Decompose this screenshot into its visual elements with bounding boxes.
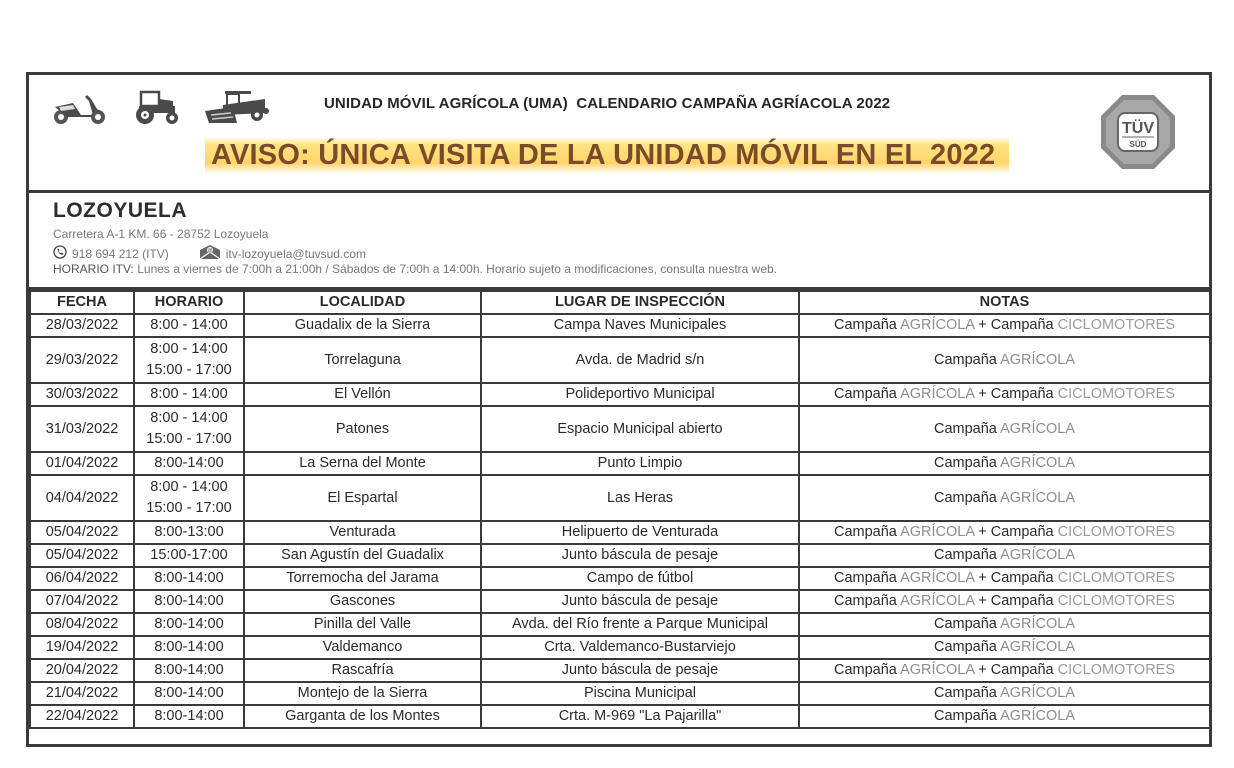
horario-line: 8:00 - 14:00 <box>150 410 228 426</box>
station-name: LOZOYUELA <box>53 199 187 222</box>
cell-localidad: Patones <box>244 406 481 452</box>
table-row <box>30 383 1210 406</box>
column-header-notas: NOTAS <box>799 291 1210 314</box>
cell-localidad: Rascafría <box>244 659 481 682</box>
notes-ciclomotores: CICLOMOTORES <box>1057 593 1176 609</box>
cell-localidad: El Vellón <box>244 383 481 406</box>
tractor-icon <box>131 89 181 125</box>
cell-fecha: 28/03/2022 <box>30 314 134 337</box>
cell-horario <box>134 383 244 406</box>
station-address: Carretera A-1 KM. 66 - 28752 Lozoyuela <box>53 227 269 241</box>
cell-horario <box>134 521 244 544</box>
notes-ciclomotores: CICLOMOTORES <box>1057 317 1176 333</box>
moped-icon <box>51 93 109 125</box>
notes-campana: Campaña <box>933 547 1001 563</box>
cell-localidad: Guadalix de la Sierra <box>244 314 481 337</box>
cell-horario <box>134 452 244 475</box>
notes-campana: Campaña <box>833 524 901 540</box>
table-row <box>30 590 1210 613</box>
horario-line: 15:00 - 17:00 <box>146 500 232 516</box>
document-frame <box>26 72 1212 747</box>
cell-localidad: Venturada <box>244 521 481 544</box>
cell-localidad: Valdemanco <box>244 636 481 659</box>
harvester-icon <box>203 89 269 125</box>
cell-lugar: Las Heras <box>481 475 799 521</box>
notes-campana: Campaña <box>833 317 901 333</box>
cell-fecha: 20/04/2022 <box>30 659 134 682</box>
notes-agricola: AGRÍCOLA <box>1000 685 1076 701</box>
horario-line: 8:00-14:00 <box>154 685 224 701</box>
cell-notas <box>799 613 1210 636</box>
cell-notas <box>799 659 1210 682</box>
cell-lugar: Junto báscula de pesaje <box>481 590 799 613</box>
vehicle-icons <box>51 89 269 125</box>
cell-lugar: Campo de fútbol <box>481 567 799 590</box>
table-row <box>30 452 1210 475</box>
notes-campana: Campaña <box>933 455 1001 471</box>
cell-notas <box>799 567 1210 590</box>
notes-campana: Campaña <box>933 616 1001 632</box>
notes-campana: Campaña <box>933 708 1001 724</box>
station-phone[interactable]: 918 694 212 (ITV) <box>72 246 169 261</box>
cell-lugar: Espacio Municipal abierto <box>481 406 799 452</box>
table-row <box>30 567 1210 590</box>
table-row <box>30 705 1210 728</box>
horario-line: 8:00-14:00 <box>154 639 224 655</box>
notes-plus: + Campaña <box>974 317 1058 333</box>
station-email[interactable]: itv-lozoyuela@tuvsud.com <box>225 246 366 261</box>
cell-horario <box>134 337 244 383</box>
notes-plus: + Campaña <box>974 570 1058 586</box>
notes-agricola: AGRÍCOLA <box>1000 455 1076 471</box>
notes-agricola: AGRÍCOLA <box>1000 639 1076 655</box>
cell-fecha: 21/04/2022 <box>30 682 134 705</box>
schedule-table <box>29 290 1211 729</box>
table-row <box>30 636 1210 659</box>
email-icon <box>199 244 221 263</box>
notes-agricola: AGRÍCOLA <box>900 524 975 540</box>
notes-ciclomotores: CICLOMOTORES <box>1057 386 1176 402</box>
notes-plus: + Campaña <box>974 386 1058 402</box>
cell-localidad: El Espartal <box>244 475 481 521</box>
svg-text:@: @ <box>207 248 213 254</box>
cell-notas <box>799 337 1210 383</box>
cell-horario <box>134 659 244 682</box>
document-header <box>29 75 1209 193</box>
horario-line: 8:00 - 14:00 <box>150 317 228 333</box>
table-row <box>30 475 1210 521</box>
notes-plus: + Campaña <box>974 593 1058 609</box>
column-header-fecha: FECHA <box>30 291 134 314</box>
notes-campana: Campaña <box>833 662 901 678</box>
horario-line: 8:00-14:00 <box>154 455 224 471</box>
cell-notas <box>799 521 1210 544</box>
cell-horario <box>134 705 244 728</box>
cell-fecha: 30/03/2022 <box>30 383 134 406</box>
notes-agricola: AGRÍCOLA <box>1000 351 1076 368</box>
notes-agricola: AGRÍCOLA <box>900 662 975 678</box>
cell-fecha: 06/04/2022 <box>30 567 134 590</box>
svg-text:SÜD: SÜD <box>1129 140 1147 149</box>
table-row <box>30 406 1210 452</box>
notes-plus: + Campaña <box>974 524 1058 540</box>
notes-ciclomotores: CICLOMOTORES <box>1057 570 1176 586</box>
cell-horario <box>134 613 244 636</box>
table-row <box>30 659 1210 682</box>
notes-campana: Campaña <box>933 489 1001 506</box>
cell-fecha: 31/03/2022 <box>30 406 134 452</box>
notes-ciclomotores: CICLOMOTORES <box>1057 662 1176 678</box>
cell-lugar: Helipuerto de Venturada <box>481 521 799 544</box>
cell-notas <box>799 314 1210 337</box>
cell-localidad: Torremocha del Jarama <box>244 567 481 590</box>
cell-fecha: 22/04/2022 <box>30 705 134 728</box>
station-info <box>29 193 1209 290</box>
cell-localidad: La Serna del Monte <box>244 452 481 475</box>
table-row <box>30 314 1210 337</box>
cell-lugar: Junto báscula de pesaje <box>481 659 799 682</box>
cell-lugar: Avda. del Río frente a Parque Municipal <box>481 613 799 636</box>
horario-line: 8:00-14:00 <box>154 662 224 678</box>
station-contact <box>53 244 366 263</box>
column-header-horario: HORARIO <box>134 291 244 314</box>
cell-horario <box>134 544 244 567</box>
notes-agricola: AGRÍCOLA <box>900 317 975 333</box>
cell-localidad: Montejo de la Sierra <box>244 682 481 705</box>
horario-line: 15:00 - 17:00 <box>146 431 232 447</box>
cell-fecha: 29/03/2022 <box>30 337 134 383</box>
cell-horario <box>134 590 244 613</box>
notes-campana: Campaña <box>933 420 1001 437</box>
notes-plus: + Campaña <box>974 662 1058 678</box>
cell-fecha: 07/04/2022 <box>30 590 134 613</box>
cell-horario <box>134 567 244 590</box>
notes-campana: Campaña <box>933 639 1001 655</box>
table-row <box>30 337 1210 383</box>
cell-lugar: Punto Limpio <box>481 452 799 475</box>
column-header-localidad: LOCALIDAD <box>244 291 481 314</box>
cell-localidad: Torrelaguna <box>244 337 481 383</box>
table-row <box>30 521 1210 544</box>
cell-horario <box>134 682 244 705</box>
table-row <box>30 544 1210 567</box>
notes-agricola: AGRÍCOLA <box>1000 708 1076 724</box>
cell-lugar: Campa Naves Municipales <box>481 314 799 337</box>
cell-fecha: 01/04/2022 <box>30 452 134 475</box>
horario-line: 8:00 - 14:00 <box>150 386 228 402</box>
cell-lugar: Crta. Valdemanco-Bustarviejo <box>481 636 799 659</box>
notes-campana: Campaña <box>833 593 901 609</box>
cell-notas <box>799 544 1210 567</box>
email-block <box>199 244 366 263</box>
cell-localidad: San Agustín del Guadalix <box>244 544 481 567</box>
horario-line: 8:00-14:00 <box>154 570 224 586</box>
notes-agricola: AGRÍCOLA <box>1000 489 1076 506</box>
cell-fecha: 08/04/2022 <box>30 613 134 636</box>
horario-line: 8:00 - 14:00 <box>150 479 228 495</box>
cell-notas <box>799 682 1210 705</box>
cell-fecha: 05/04/2022 <box>30 544 134 567</box>
cell-localidad: Gascones <box>244 590 481 613</box>
svg-text:TÜV: TÜV <box>1122 120 1154 137</box>
horario-line: 8:00-14:00 <box>154 593 224 609</box>
hours-label: HORARIO ITV: <box>53 262 134 276</box>
horario-line: 15:00-17:00 <box>150 547 228 563</box>
cell-lugar: Piscina Municipal <box>481 682 799 705</box>
cell-lugar: Crta. M-969 "La Pajarilla" <box>481 705 799 728</box>
cell-notas <box>799 406 1210 452</box>
cell-notas <box>799 590 1210 613</box>
notice-banner: AVISO: ÚNICA VISITA DE LA UNIDAD MÓVIL EN EL 2022 <box>205 137 1009 174</box>
cell-horario <box>134 636 244 659</box>
horario-line: 8:00-14:00 <box>154 616 224 632</box>
hours-text: Lunes a viernes de 7:00h a 21:00h / Sábados de 7:00h a 14:00h. Horario sujeto a modificaciones, consulta nuestra web. <box>133 262 778 276</box>
cell-fecha: 04/04/2022 <box>30 475 134 521</box>
notes-campana: Campaña <box>833 386 901 402</box>
table-row <box>30 613 1210 636</box>
cell-notas <box>799 705 1210 728</box>
tuv-sud-logo <box>1099 93 1177 171</box>
table-header-row <box>30 291 1210 314</box>
cell-localidad: Garganta de los Montes <box>244 705 481 728</box>
notes-agricola: AGRÍCOLA <box>900 593 975 609</box>
cell-horario <box>134 475 244 521</box>
cell-fecha: 05/04/2022 <box>30 521 134 544</box>
cell-lugar: Avda. de Madrid s/n <box>481 337 799 383</box>
horario-line: 8:00-14:00 <box>154 708 224 724</box>
cell-localidad: Pinilla del Valle <box>244 613 481 636</box>
cell-horario <box>134 406 244 452</box>
cell-notas <box>799 383 1210 406</box>
horario-line: 8:00-13:00 <box>154 524 224 540</box>
notes-agricola: AGRÍCOLA <box>1000 420 1076 437</box>
table-row <box>30 682 1210 705</box>
cell-lugar: Junto báscula de pesaje <box>481 544 799 567</box>
notes-campana: Campaña <box>933 685 1001 701</box>
cell-horario <box>134 314 244 337</box>
phone-icon <box>53 245 67 262</box>
notes-agricola: AGRÍCOLA <box>900 386 975 402</box>
station-hours <box>53 262 777 276</box>
notes-agricola: AGRÍCOLA <box>1000 547 1076 563</box>
notes-campana: Campaña <box>833 570 901 586</box>
column-header-lugar: LUGAR DE INSPECCIÓN <box>481 291 799 314</box>
cell-fecha: 19/04/2022 <box>30 636 134 659</box>
calendar-title: UNIDAD MÓVIL AGRÍCOLA (UMA) CALENDARIO CAMPAÑA AGRÍACOLA 2022 <box>324 95 891 112</box>
notes-agricola: AGRÍCOLA <box>1000 616 1076 632</box>
cell-notas <box>799 452 1210 475</box>
notes-campana: Campaña <box>933 351 1001 368</box>
notes-agricola: AGRÍCOLA <box>900 570 975 586</box>
horario-line: 8:00 - 14:00 <box>150 341 228 357</box>
cell-notas <box>799 475 1210 521</box>
notes-ciclomotores: CICLOMOTORES <box>1057 524 1176 540</box>
cell-lugar: Polideportivo Municipal <box>481 383 799 406</box>
cell-notas <box>799 636 1210 659</box>
horario-line: 15:00 - 17:00 <box>146 362 232 378</box>
